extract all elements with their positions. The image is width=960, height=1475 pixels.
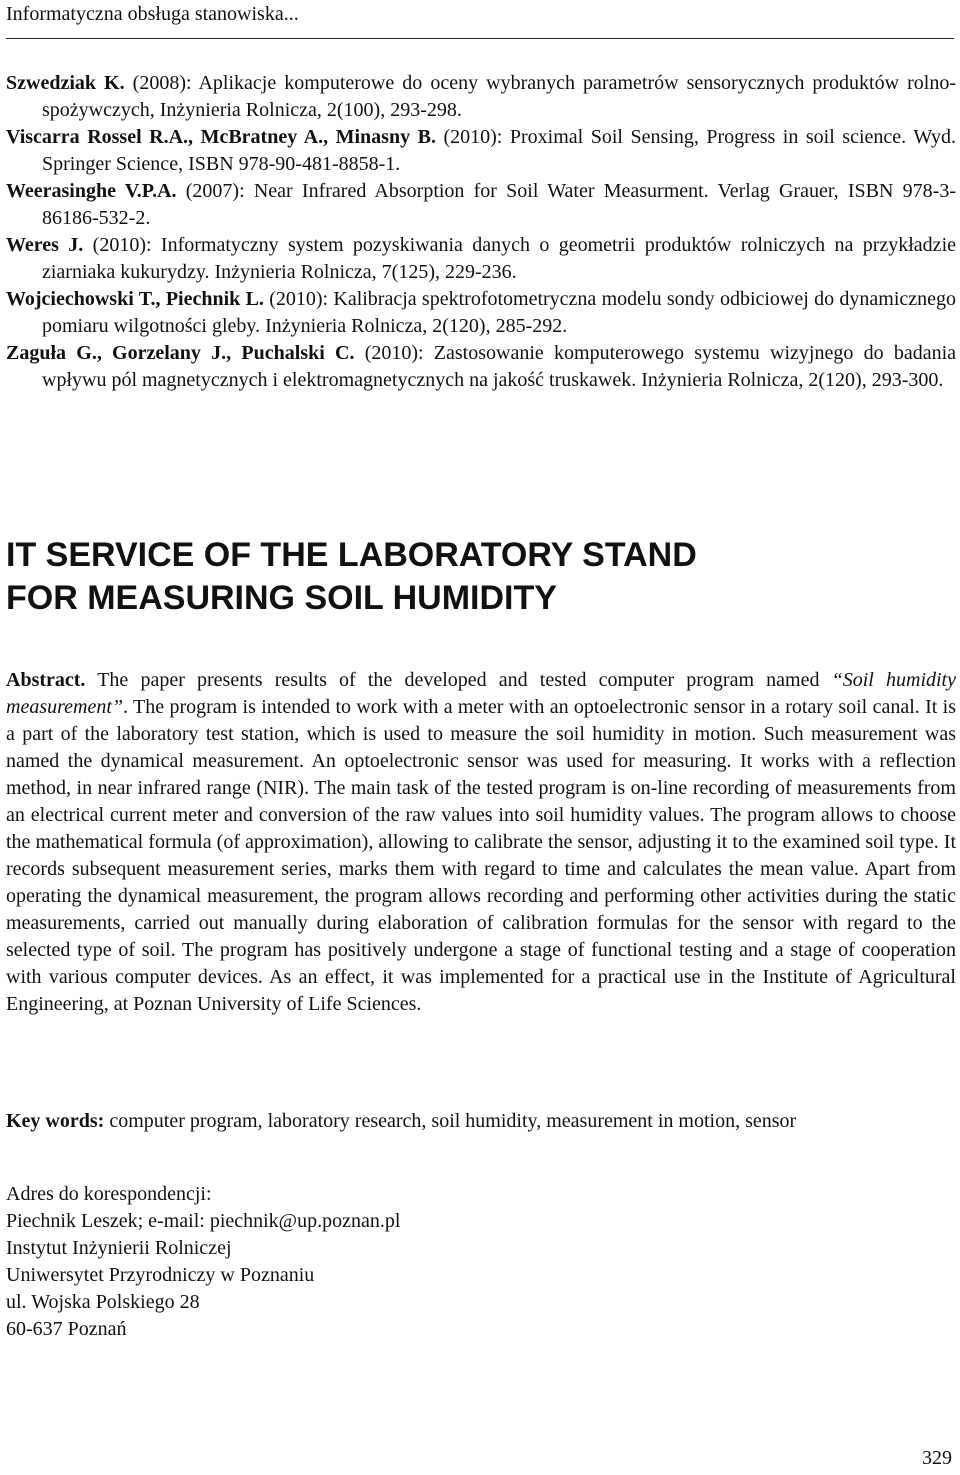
header-rule bbox=[6, 38, 954, 39]
address-heading: Adres do korespondencji: bbox=[6, 1183, 212, 1205]
running-header: Informatyczna obsługa stanowiska... bbox=[6, 3, 299, 25]
references-list bbox=[6, 70, 956, 394]
reference-text: (2010): Kalibracja spektrofotometryczna modelu sondy odbiciowej do dynamicznego pomiaru wilgotności gleby. Inżynieria Rolnicza, 2(120), 285-292. bbox=[42, 288, 957, 337]
english-title bbox=[6, 534, 956, 620]
keywords-label: Key words: bbox=[6, 1110, 105, 1132]
reference-authors: Szwedziak K. bbox=[6, 72, 125, 94]
reference-entry bbox=[6, 124, 956, 178]
reference-text: (2010): Zastosowanie komputerowego systemu wizyjnego do badania wpływu pól magnetycznych i elektromagnetycznych na jakość truskawek. Inżynieria Rolnicza, 2(120), 293-300. bbox=[42, 342, 957, 391]
address-line: ul. Wojska Polskiego 28 bbox=[6, 1291, 200, 1313]
correspondence-address bbox=[6, 1181, 606, 1343]
english-title-line-2: FOR MEASURING SOIL HUMIDITY bbox=[6, 579, 557, 617]
english-title-line-1: IT SERVICE OF THE LABORATORY STAND bbox=[6, 536, 697, 574]
address-line: Instytut Inżynierii Rolniczej bbox=[6, 1237, 232, 1259]
reference-text: (2008): Aplikacje komputerowe do oceny wybranych parametrów sensorycznych produktów rolno-spożywczych, Inżynieria Rolnicza, 2(100), 293-298. bbox=[42, 72, 956, 121]
reference-authors: Wojciechowski T., Piechnik L. bbox=[6, 288, 264, 310]
address-line: Uniwersytet Przyrodniczy w Poznaniu bbox=[6, 1264, 315, 1286]
address-line: Piechnik Leszek; e-mail: piechnik@up.poznan.pl bbox=[6, 1210, 401, 1232]
abstract-text-after: . The program is intended to work with a meter with an optoelectronic sensor in a rotary soil canal. It is a part of the laboratory test station, which is used to measure the soil humidity in motion. Such measurement was named the dynamical measurement. An optoelectronic sensor was used for measuring. It works with a reflection method, in near infrared range (NIR). The main task of the tested program is on-line recording of measurements from an electrical current meter and conversion of the raw values into soil humidity values. The program allows to choose the mathematical formula (of approximation), allowing to calibrate the sensor, adjusting it to the examined soil type. It records subsequent measurement series, marks them with regard to time and calculates the mean value. Apart from operating the dynamical measurement, the program allows recording and performing other activities during the static measurements, carried out manually during elaboration of calibration formulas for the sensor with regard to the selected type of soil. The program has positively undergone a stage of functional testing and a stage of cooperation with various computer devices. As an effect, it was implemented for a practical use in the Institute of Agricultural Engineering, at Poznan University of Life Sciences. bbox=[6, 696, 956, 1015]
page-number: 329 bbox=[922, 1447, 952, 1469]
reference-entry bbox=[6, 178, 956, 232]
reference-entry bbox=[6, 340, 956, 394]
reference-text: (2010): Informatyczny system pozyskiwania danych o geometrii produktów rolniczych na przykładzie ziarniaka kukurydzy. Inżynieria Rolnicza, 7(125), 229-236. bbox=[42, 234, 956, 283]
reference-entry bbox=[6, 232, 956, 286]
reference-entry bbox=[6, 70, 956, 124]
abstract bbox=[6, 667, 956, 1018]
reference-text: (2007): Near Infrared Absorption for Soil Water Measurment. Verlag Grauer, ISBN 978-3-86186-532-2. bbox=[42, 180, 956, 229]
reference-authors: Weres J. bbox=[6, 234, 84, 256]
keywords-text: computer program, laboratory research, soil humidity, measurement in motion, sensor bbox=[104, 1110, 797, 1132]
reference-authors: Zaguła G., Gorzelany J., Puchalski C. bbox=[6, 342, 355, 364]
address-line: 60-637 Poznań bbox=[6, 1318, 127, 1340]
reference-entry bbox=[6, 286, 956, 340]
abstract-program-name: “Soil humidity measurement” bbox=[6, 669, 956, 718]
abstract-text-before: The paper presents results of the developed and tested computer program named bbox=[85, 669, 832, 691]
abstract-label: Abstract. bbox=[6, 669, 86, 691]
reference-authors: Weerasinghe V.P.A. bbox=[6, 180, 177, 202]
reference-authors: Viscarra Rossel R.A., McBratney A., Minasny B. bbox=[6, 126, 436, 148]
reference-text: (2010): Proximal Soil Sensing, Progress in soil science. Wyd. Springer Science, ISBN 978-90-481-8858-1. bbox=[42, 126, 956, 175]
keywords bbox=[6, 1108, 956, 1135]
